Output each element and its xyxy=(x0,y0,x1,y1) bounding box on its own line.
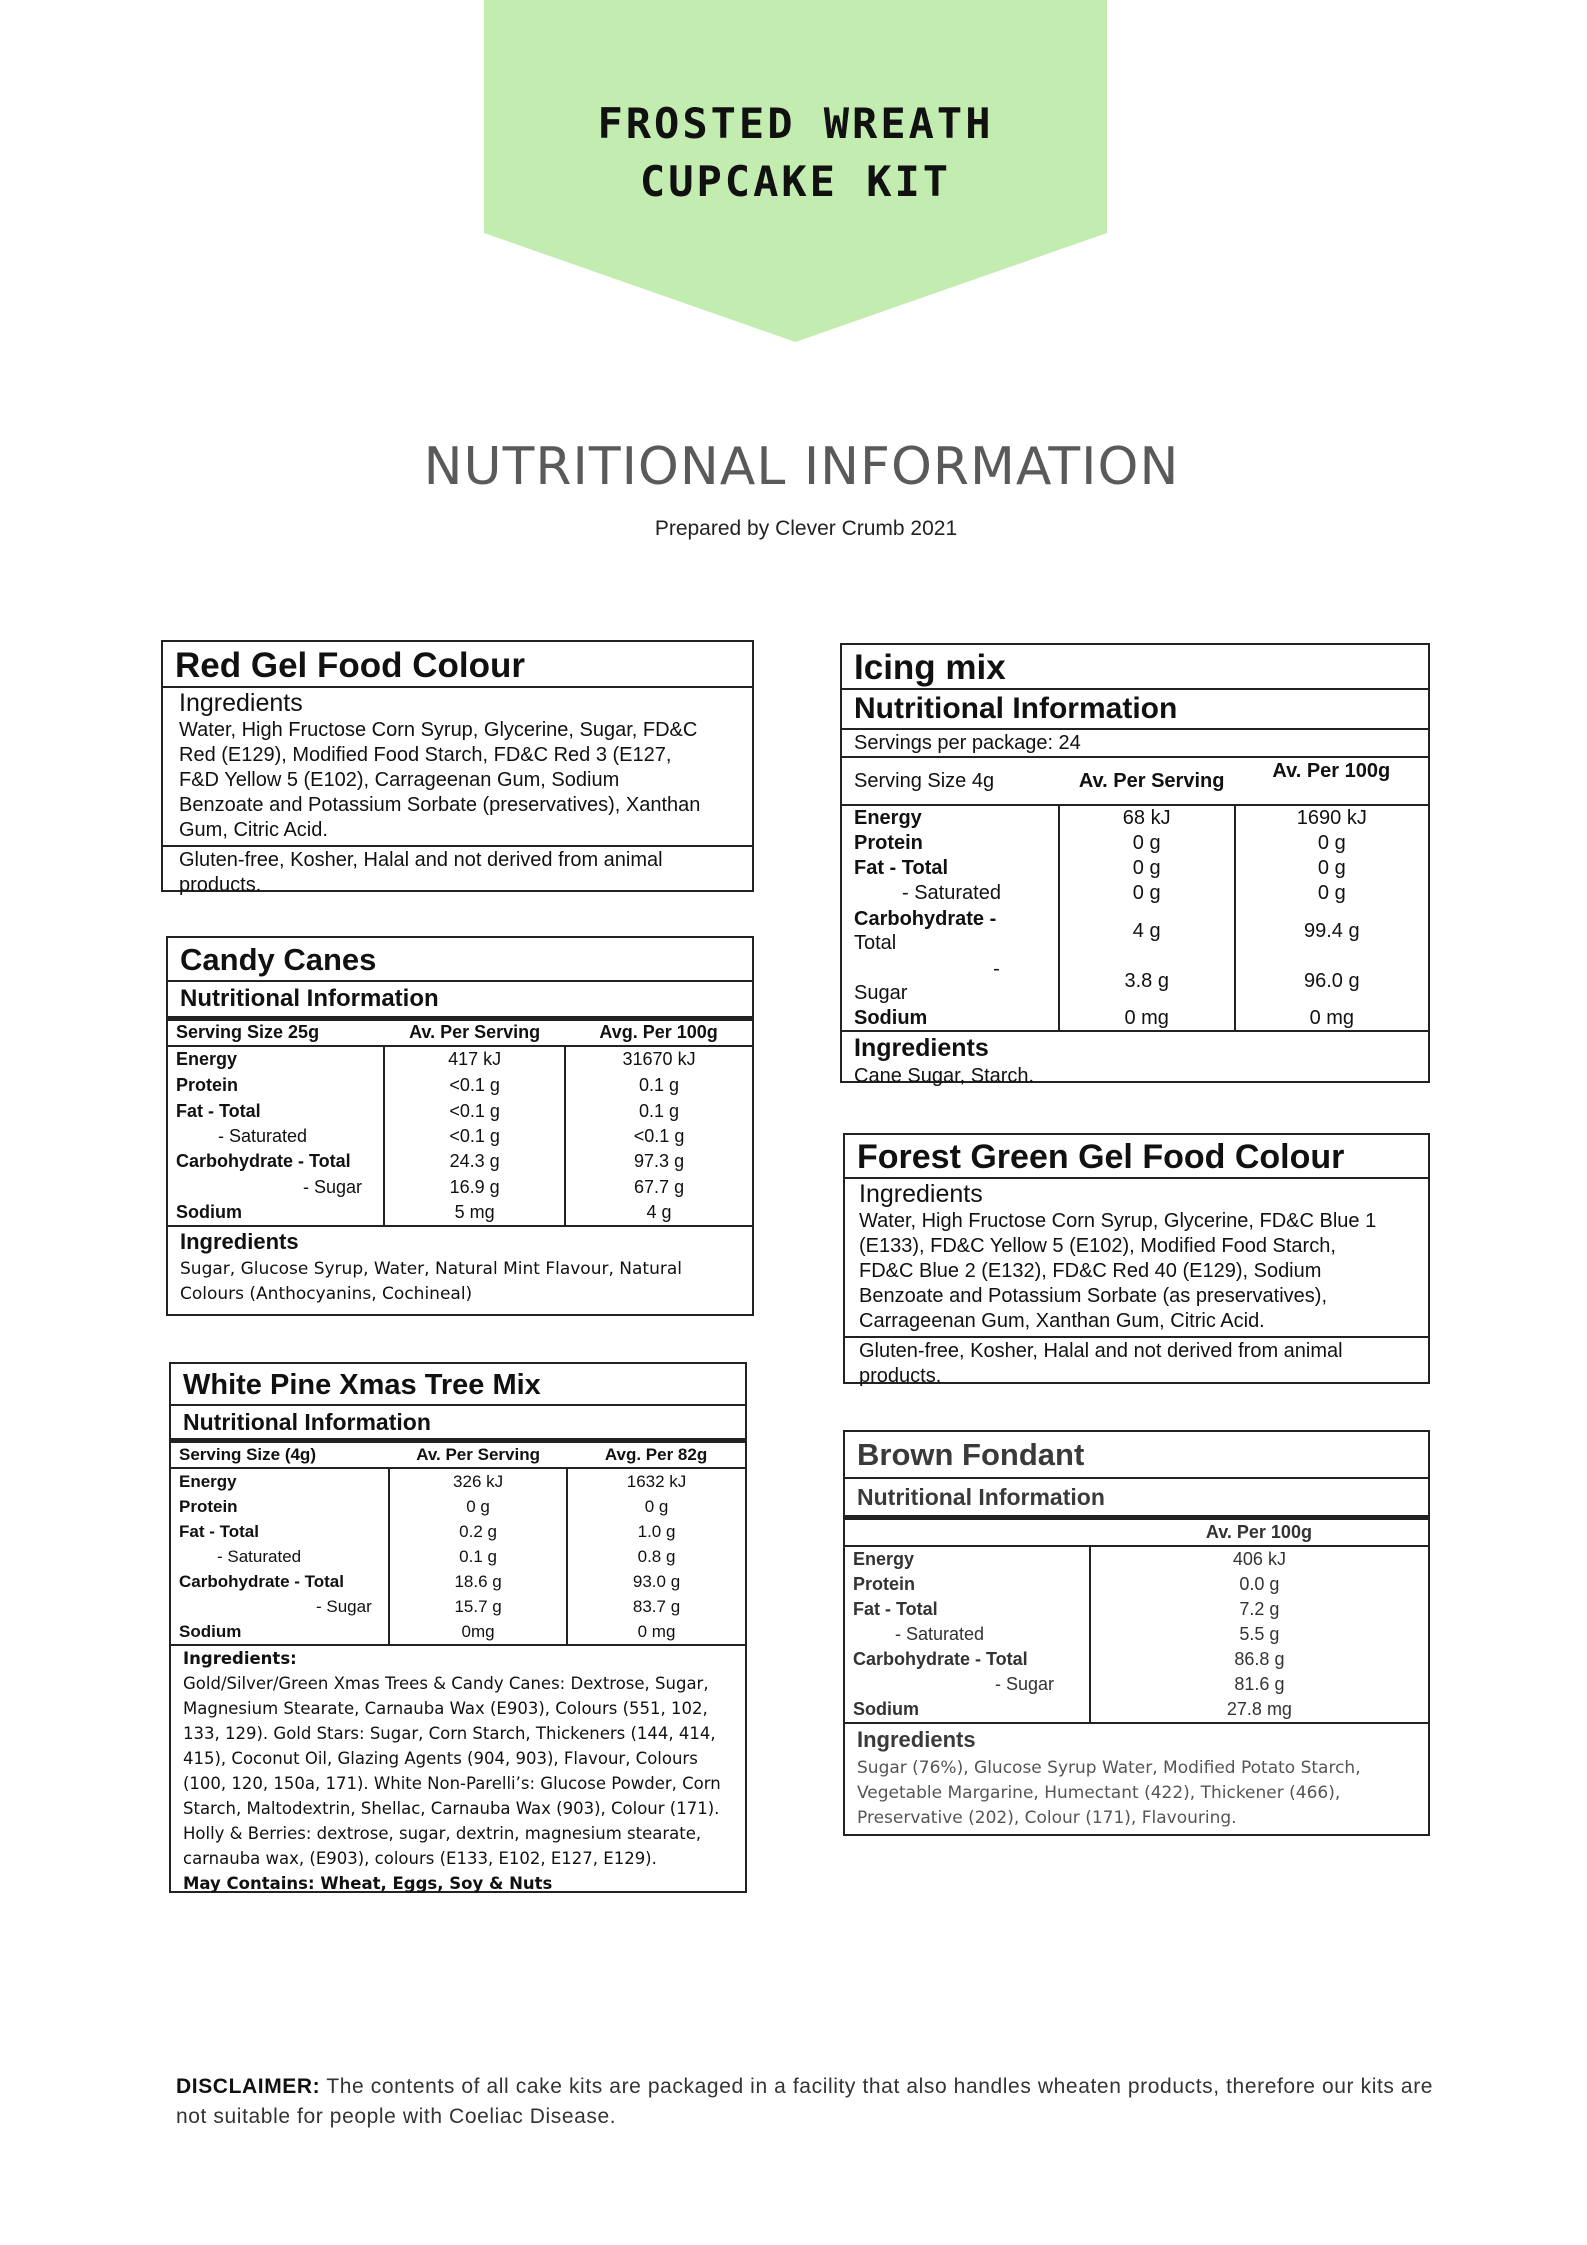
forest-green-ingredients-label: Ingredients xyxy=(859,1180,983,1209)
row-label: Protein xyxy=(176,1075,239,1096)
kit-title xyxy=(484,95,1107,211)
row-per100: 93.0 g xyxy=(567,1569,745,1594)
row-serving: 68 kJ xyxy=(1059,806,1235,831)
table-row xyxy=(168,1047,752,1073)
row-serving: 0 g xyxy=(1059,881,1235,906)
row-per100: 406 kJ xyxy=(1090,1547,1428,1572)
row-label: Sodium xyxy=(179,1621,242,1641)
row-per100: 0.8 g xyxy=(567,1544,745,1569)
table-row xyxy=(168,1125,752,1149)
row-per100: 31670 kJ xyxy=(565,1047,752,1073)
table-row xyxy=(842,881,1428,906)
white-pine-table xyxy=(171,1443,745,1467)
prepared-by: Prepared by Clever Crumb 2021 xyxy=(654,517,958,540)
row-serving: 5 mg xyxy=(384,1201,565,1225)
ingredients-line: (100, 120, 150a, 171). White Non-Parelli’s: Glucose Powder, Corn xyxy=(183,1774,721,1794)
row-serving: 0 g xyxy=(1059,831,1235,856)
row-per100: 0 g xyxy=(567,1494,745,1519)
row-label: Sodium xyxy=(853,1698,919,1719)
candy-canes-panel xyxy=(166,936,754,1316)
forest-green-panel xyxy=(843,1133,1430,1388)
row-serving: 0 mg xyxy=(1059,1006,1235,1030)
icing-mix-values xyxy=(842,806,1428,1030)
row-per100: 97.3 g xyxy=(565,1149,752,1175)
row-label: Fat - Total xyxy=(179,1521,259,1541)
red-gel-title: Red Gel Food Colour xyxy=(175,646,525,685)
table-header-cell: Avg. Per 100g xyxy=(599,1022,718,1043)
ingredients-line: Holly & Berries: dextrose, sugar, dextrin, magnesium stearate, xyxy=(183,1824,702,1844)
row-label: Fat - Total xyxy=(176,1101,261,1122)
row-per100: 1690 kJ xyxy=(1235,806,1428,831)
candy-canes-ingredients-label: Ingredients xyxy=(180,1228,299,1254)
table-row xyxy=(842,831,1428,856)
table-row xyxy=(171,1544,745,1569)
table-row xyxy=(171,1594,745,1619)
row-serving: 15.7 g xyxy=(389,1594,567,1619)
icing-mix-subtitle: Nutritional Information xyxy=(854,692,1178,726)
icing-mix-title: Icing mix xyxy=(854,648,1006,687)
table-header xyxy=(171,1443,745,1467)
red-gel-panel xyxy=(161,640,754,897)
white-pine-title: White Pine Xmas Tree Mix xyxy=(183,1369,541,1401)
row-label: Sodium xyxy=(176,1202,242,1223)
table-row xyxy=(171,1619,745,1644)
red-gel-note xyxy=(163,847,752,898)
row-label-text: Carbohydrate - xyxy=(854,908,997,931)
white-pine-panel xyxy=(169,1362,747,1893)
white-pine-subtitle: Nutritional Information xyxy=(183,1409,431,1436)
ingredients-line: (E133), FD&C Yellow 5 (E102), Modified Food Starch, xyxy=(859,1235,1336,1258)
table-header-cell: Av. Per 100g xyxy=(1205,1521,1312,1542)
row-serving: 3.8 g xyxy=(1059,956,1235,1006)
row-per100: 0 g xyxy=(1235,881,1428,906)
ingredients-line: Water, High Fructose Corn Syrup, Glycerine, FD&C Blue 1 xyxy=(859,1210,1377,1233)
ingredients-line: Preservative (202), Colour (171), Flavouring. xyxy=(857,1807,1237,1828)
table-row xyxy=(845,1672,1428,1697)
ingredients-line: Sugar (76%), Glucose Syrup Water, Modified Potato Starch, xyxy=(857,1757,1361,1778)
ingredients-line: Benzoate and Potassium Sorbate (preservatives), Xanthan xyxy=(179,794,701,817)
table-header-cell: Avg. Per 82g xyxy=(604,1445,708,1465)
disclaimer-text: The contents of all cake kits are packaged in a facility that also handles wheaten products, therefore our kits are not suitable for people with Coeliac Disease. xyxy=(176,2075,1434,2128)
row-per100: 4 g xyxy=(565,1201,752,1225)
ingredients-line: Vegetable Margarine, Humectant (422), Thickener (466), xyxy=(857,1782,1341,1803)
ingredients-line: Carrageenan Gum, Xanthan Gum, Citric Acid. xyxy=(859,1310,1265,1333)
table-row xyxy=(842,906,1428,956)
kit-title-line-2: CUPCAKE KIT xyxy=(639,157,952,206)
row-label xyxy=(842,856,1059,881)
table-header-cell: Av. Per Serving xyxy=(1078,770,1225,793)
brown-fondant-ingredients xyxy=(845,1756,1428,1831)
ingredients-line: F&D Yellow 5 (E102), Carrageenan Gum, Sodium xyxy=(179,769,620,792)
table-header-cell xyxy=(845,1520,1090,1545)
table-header-cell: Av. Per Serving xyxy=(416,1445,540,1465)
table-row xyxy=(845,1572,1428,1597)
ingredients-line: Magnesium Stearate, Carnauba Wax (E903), Colours (551, 102, xyxy=(183,1699,708,1719)
row-serving: 0.2 g xyxy=(389,1519,567,1544)
row-label-text: Sugar xyxy=(854,982,908,1005)
note-line: products. xyxy=(179,874,262,897)
table-row xyxy=(842,956,1428,1006)
row-per100: 86.8 g xyxy=(1090,1647,1428,1672)
forest-green-note xyxy=(845,1338,1428,1389)
brown-fondant-ingredients-label: Ingredients xyxy=(857,1726,976,1752)
row-label: Energy xyxy=(179,1471,237,1491)
table-row xyxy=(168,1201,752,1225)
candy-canes-table xyxy=(168,1021,752,1045)
ingredients-line: carnauba wax, (E903), colours (E133, E102, E127, E129). xyxy=(183,1849,657,1869)
kit-title-line-1: FROSTED WREATH xyxy=(597,99,994,148)
row-label: Sodium xyxy=(854,1006,928,1029)
row-per100: 83.7 g xyxy=(567,1594,745,1619)
row-label: Carbohydrate - Total xyxy=(179,1571,344,1591)
row-label: Energy xyxy=(853,1548,915,1569)
row-per100: 5.5 g xyxy=(1090,1622,1428,1647)
row-serving: 18.6 g xyxy=(389,1569,567,1594)
row-per100: 67.7 g xyxy=(565,1175,752,1201)
table-row xyxy=(171,1569,745,1594)
table-row xyxy=(845,1647,1428,1672)
table-row xyxy=(171,1469,745,1494)
forest-green-ingredients xyxy=(845,1209,1428,1334)
row-serving: 24.3 g xyxy=(384,1149,565,1175)
table-row xyxy=(168,1149,752,1175)
table-header-cell: Av. Per 100g xyxy=(1272,760,1391,783)
row-label: Carbohydrate - Total xyxy=(176,1151,351,1172)
disclaimer xyxy=(176,2072,1436,2132)
row-label-text: Total xyxy=(854,932,897,955)
brown-fondant-panel xyxy=(843,1430,1430,1836)
table-header xyxy=(845,1520,1428,1545)
row-per100: 0.1 g xyxy=(565,1073,752,1099)
ingredients-label: Ingredients: xyxy=(183,1649,297,1669)
table-row xyxy=(171,1519,745,1544)
table-row xyxy=(845,1547,1428,1572)
row-serving: 417 kJ xyxy=(384,1047,565,1073)
row-label: Energy xyxy=(854,807,922,830)
candy-canes-title: Candy Canes xyxy=(180,942,377,977)
row-label: - Sugar xyxy=(303,1177,363,1198)
row-serving: 4 g xyxy=(1059,906,1235,956)
brown-fondant-values xyxy=(845,1547,1428,1722)
note-line: Gluten-free, Kosher, Halal and not derived from animal xyxy=(859,1340,1343,1363)
row-label: - Saturated xyxy=(902,882,1001,905)
row-per100: 0 g xyxy=(1235,831,1428,856)
ingredients-line: Starch, Maltodextrin, Shellac, Carnauba Wax (903), Colour (171). xyxy=(183,1799,720,1819)
icing-mix-ingredients-label: Ingredients xyxy=(854,1034,989,1063)
table-row xyxy=(845,1597,1428,1622)
row-per100: 0.0 g xyxy=(1090,1572,1428,1597)
table-row xyxy=(171,1494,745,1519)
row-per100: 7.2 g xyxy=(1090,1597,1428,1622)
ingredients-line: FD&C Blue 2 (E132), FD&C Red 40 (E129), Sodium xyxy=(859,1260,1322,1283)
note-line: products. xyxy=(859,1365,942,1388)
row-per100: 1.0 g xyxy=(567,1519,745,1544)
table-header xyxy=(168,1021,752,1045)
red-gel-ingredients-label: Ingredients xyxy=(179,689,303,718)
table-row xyxy=(845,1622,1428,1647)
row-label: Protein xyxy=(179,1496,238,1516)
row-per100: 0.1 g xyxy=(565,1099,752,1125)
table-row xyxy=(168,1073,752,1099)
row-label xyxy=(842,956,1059,1006)
serving-size: Serving Size 4g xyxy=(854,769,995,792)
row-serving: 326 kJ xyxy=(389,1469,567,1494)
row-label: - Saturated xyxy=(217,1546,302,1566)
ingredients-line: Sugar, Glucose Syrup, Water, Natural Mint Flavour, Natural xyxy=(180,1258,682,1279)
brown-fondant-header xyxy=(845,1520,1428,1545)
icing-mix-panel xyxy=(840,643,1430,1088)
row-serving: <0.1 g xyxy=(384,1073,565,1099)
candy-canes-subtitle: Nutritional Information xyxy=(180,984,439,1012)
ingredients-line: Gold/Silver/Green Xmas Trees & Candy Canes: Dextrose, Sugar, xyxy=(183,1674,709,1694)
row-label: Protein xyxy=(854,832,923,855)
disclaimer-label: DISCLAIMER: xyxy=(176,2075,321,2098)
row-per100: 0 mg xyxy=(1235,1006,1428,1030)
ingredients-line: Water, High Fructose Corn Syrup, Glycerine, Sugar, FD&C xyxy=(179,719,698,742)
table-row xyxy=(842,856,1428,881)
row-label: - Sugar xyxy=(316,1596,372,1616)
ingredients-line: Benzoate and Potassium Sorbate (as preservatives), xyxy=(859,1285,1328,1308)
forest-green-title: Forest Green Gel Food Colour xyxy=(857,1138,1345,1176)
row-per100: 0 g xyxy=(1235,856,1428,881)
row-serving: <0.1 g xyxy=(384,1125,565,1149)
icing-mix-ingredients: Cane Sugar, Starch. xyxy=(854,1065,1035,1088)
table-row xyxy=(168,1175,752,1201)
row-per100: 27.8 mg xyxy=(1090,1697,1428,1722)
row-serving: 0 g xyxy=(1059,856,1235,881)
note-line: Gluten-free, Kosher, Halal and not derived from animal xyxy=(179,849,663,872)
page-heading: NUTRITIONAL INFORMATION xyxy=(423,437,1180,497)
table-header xyxy=(842,758,1428,804)
white-pine-ingredients xyxy=(171,1646,745,1896)
row-per100: 1632 kJ xyxy=(567,1469,745,1494)
row-per100: 81.6 g xyxy=(1090,1672,1428,1697)
table-header-cell: Serving Size (4g) xyxy=(179,1445,316,1465)
candy-canes-ingredients xyxy=(168,1257,752,1307)
ingredients-line: 133, 129). Gold Stars: Sugar, Corn Starch, Thickeners (144, 414, xyxy=(183,1724,716,1744)
brown-fondant-title: Brown Fondant xyxy=(857,1437,1085,1472)
row-label-text: - xyxy=(993,958,1000,981)
row-serving: 0 g xyxy=(389,1494,567,1519)
row-per100: 96.0 g xyxy=(1235,956,1428,1006)
row-label: Energy xyxy=(176,1049,238,1070)
white-pine-values xyxy=(171,1469,745,1644)
row-label-text: Fat - Total xyxy=(854,857,949,880)
row-label: Protein xyxy=(853,1573,916,1594)
ingredients-line: Colours (Anthocyanins, Cochineal) xyxy=(180,1283,473,1304)
red-gel-ingredients xyxy=(163,718,752,843)
candy-canes-values xyxy=(168,1047,752,1225)
icing-mix-header xyxy=(842,758,1428,804)
row-label: - Saturated xyxy=(895,1623,985,1644)
table-row xyxy=(842,806,1428,831)
row-serving: 0.1 g xyxy=(389,1544,567,1569)
table-row xyxy=(845,1697,1428,1722)
row-per100: <0.1 g xyxy=(565,1125,752,1149)
row-serving: 0mg xyxy=(389,1619,567,1644)
icing-mix-servings: Servings per package: 24 xyxy=(854,732,1081,755)
row-serving: 16.9 g xyxy=(384,1175,565,1201)
ingredients-line: 415), Coconut Oil, Glazing Agents (904, 903), Flavour, Colours xyxy=(183,1749,698,1769)
ingredients-line: Red (E129), Modified Food Starch, FD&C Red 3 (E127, xyxy=(179,744,672,767)
row-per100: 99.4 g xyxy=(1235,906,1428,956)
brown-fondant-subtitle: Nutritional Information xyxy=(857,1483,1105,1510)
allergen-statement: May Contains: Wheat, Eggs, Soy & Nuts xyxy=(183,1874,553,1894)
row-label: - Sugar xyxy=(995,1673,1055,1694)
table-row xyxy=(842,1006,1428,1030)
table-header-cell: Serving Size 25g xyxy=(176,1022,320,1043)
row-label: - Saturated xyxy=(218,1126,308,1147)
row-per100: 0 mg xyxy=(567,1619,745,1644)
row-label: Carbohydrate - Total xyxy=(853,1648,1028,1669)
row-label xyxy=(842,906,1059,956)
row-label: Fat - Total xyxy=(853,1598,938,1619)
ingredients-line: Gum, Citric Acid. xyxy=(179,819,328,842)
table-header-cell: Av. Per Serving xyxy=(409,1022,541,1043)
table-row xyxy=(168,1099,752,1125)
row-serving: <0.1 g xyxy=(384,1099,565,1125)
